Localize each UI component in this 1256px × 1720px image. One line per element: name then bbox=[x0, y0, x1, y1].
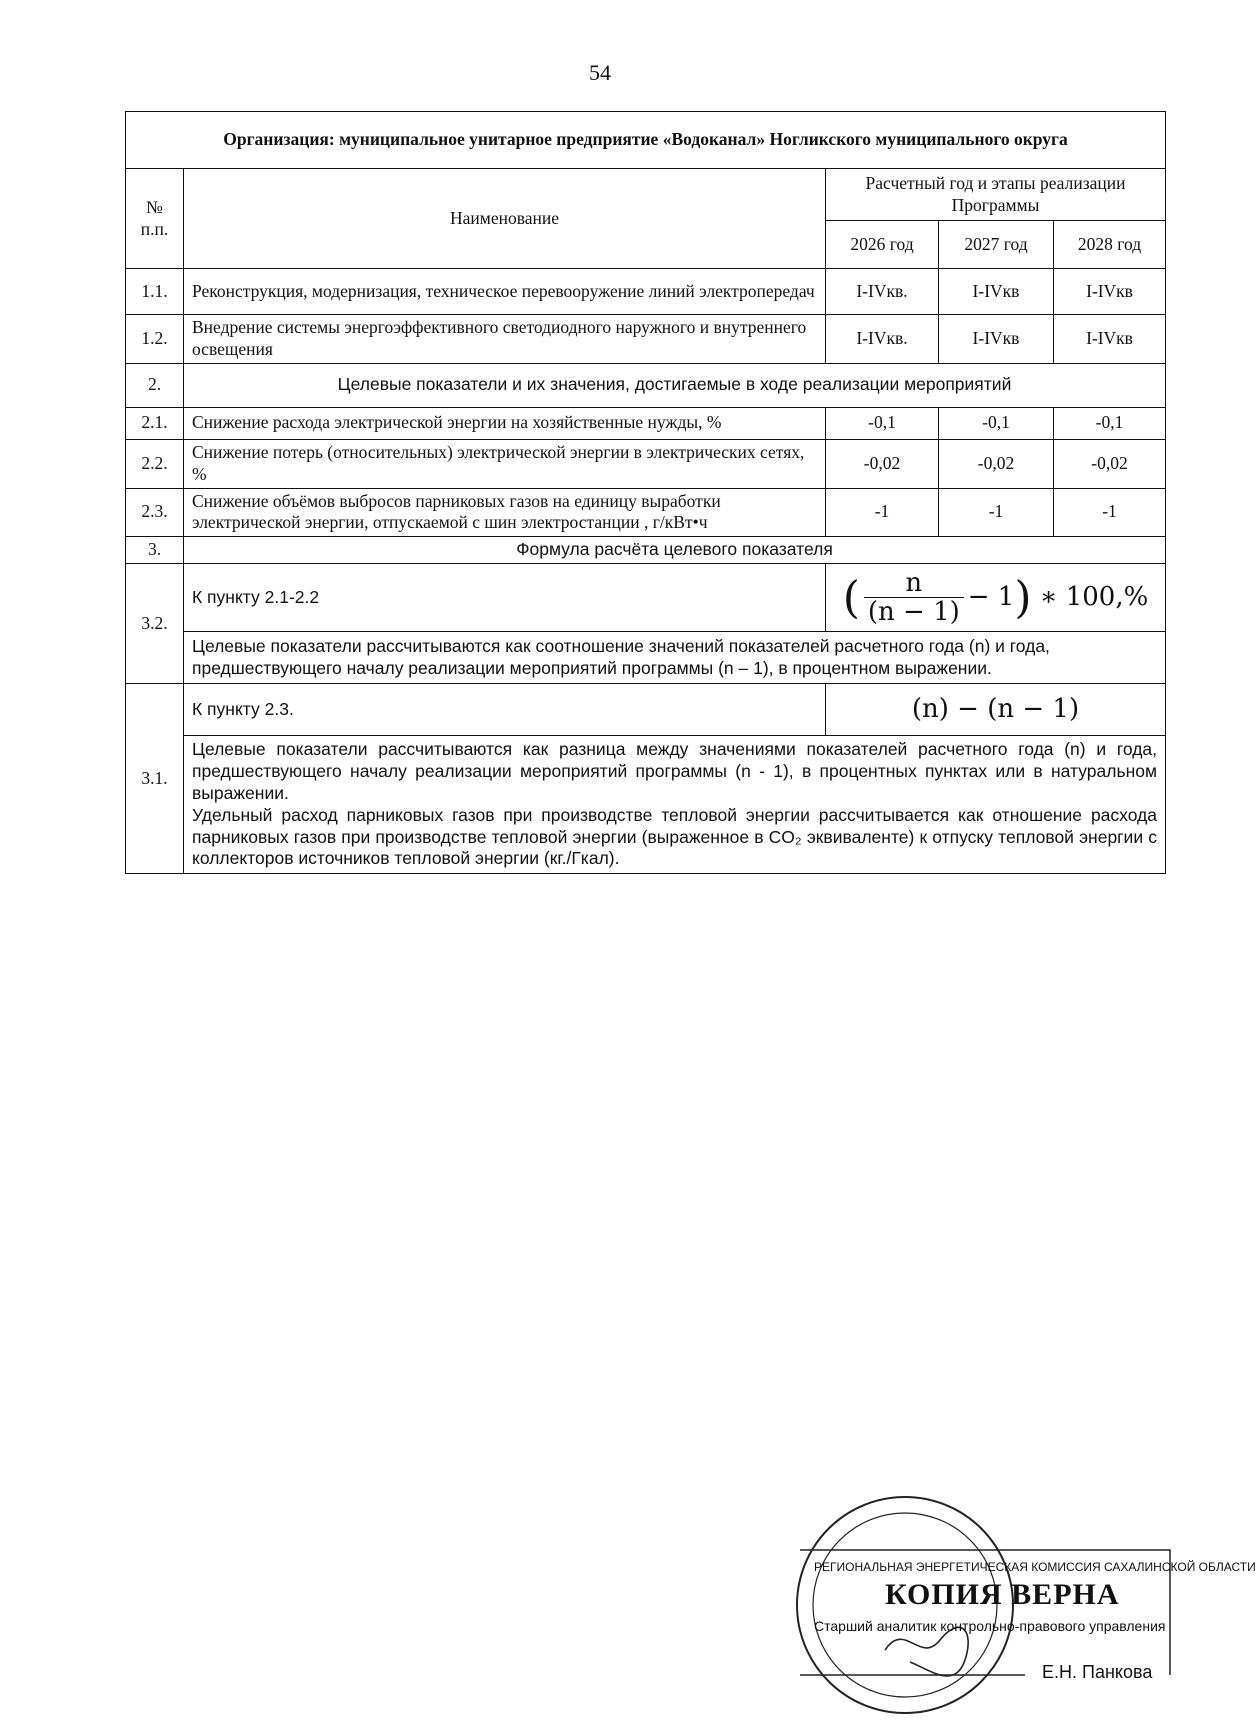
formula-tail: − 1 bbox=[967, 581, 1015, 612]
header-name: Наименование bbox=[184, 169, 826, 269]
row-value-2027: I-IVкв bbox=[939, 315, 1054, 364]
formula-paren-close: ) bbox=[1014, 572, 1032, 624]
header-period: Расчетный год и этапы реализации Программы bbox=[826, 169, 1166, 221]
header-year-2026: 2026 год bbox=[826, 221, 939, 269]
table-row bbox=[126, 488, 1166, 537]
formula-note-row bbox=[126, 736, 1166, 874]
formula-fraction bbox=[864, 569, 964, 627]
row-value-2027: I-IVкв bbox=[939, 269, 1054, 315]
formula-suffix: ∗ 100,% bbox=[1039, 581, 1149, 612]
header-year-2027: 2027 год bbox=[939, 221, 1054, 269]
formula-paren-open: ( bbox=[842, 572, 860, 624]
header-num-label: № bbox=[146, 196, 163, 217]
organization-row bbox=[126, 112, 1166, 169]
row-num: 2.2. bbox=[126, 439, 184, 488]
row-value-2028: -0,1 bbox=[1054, 407, 1166, 439]
row-name: Реконструкция, модернизация, техническое перевооружение линий электропередач bbox=[184, 269, 826, 315]
program-table bbox=[125, 111, 1166, 874]
row-num: 1.2. bbox=[126, 315, 184, 364]
row-value-2027: -0,02 bbox=[939, 439, 1054, 488]
certification-stamp bbox=[790, 1490, 1256, 1720]
table-row bbox=[126, 315, 1166, 364]
formula-a-label: К пункту 2.1-2.2 bbox=[184, 564, 826, 632]
formula-row bbox=[126, 564, 1166, 632]
formula-b-notes bbox=[184, 736, 1166, 874]
formula-row bbox=[126, 684, 1166, 736]
section-row bbox=[126, 537, 1166, 564]
row-num: 1.1. bbox=[126, 269, 184, 315]
table-row bbox=[126, 407, 1166, 439]
section-3-title: Формула расчёта целевого показателя bbox=[184, 537, 1166, 564]
formula-b-num: 3.1. bbox=[126, 684, 184, 874]
formula-b-note2: Удельный расход парниковых газов при производстве тепловой энергии рассчитывается как отношение расхода парниковых газов при производстве тепловой энергии (выраженное в CO₂ эквиваленте) к отпуску тепловой энергии с коллекторов источников тепловой энергии (кг./Гкал). bbox=[192, 804, 1158, 869]
row-name: Снижение расхода электрической энергии на хозяйственные нужды, % bbox=[184, 407, 826, 439]
row-value-2026: -0,02 bbox=[826, 439, 939, 488]
section-2-title: Целевые показатели и их значения, достигаемые в ходе реализации мероприятий bbox=[184, 363, 1166, 407]
header-year-2028: 2028 год bbox=[1054, 221, 1166, 269]
header-num-label2: п.п. bbox=[140, 218, 169, 239]
row-value-2026: -1 bbox=[826, 488, 939, 537]
row-value-2027: -1 bbox=[939, 488, 1054, 537]
table-row bbox=[126, 439, 1166, 488]
stamp-position: Старший аналитик контрольно-правового управления bbox=[814, 1618, 1166, 1634]
row-num: 2.1. bbox=[126, 407, 184, 439]
organization-title: Организация: муниципальное унитарное предприятие «Водоканал» Ногликского муниципального округа bbox=[126, 112, 1166, 169]
formula-a-num: 3.2. bbox=[126, 564, 184, 684]
formula-b: (n) − (n − 1) bbox=[826, 684, 1166, 736]
row-value-2028: I-IVкв bbox=[1054, 315, 1166, 364]
page-number: 54 bbox=[589, 60, 611, 85]
row-name: Снижение потерь (относительных) электрической энергии в электрических сетях, % bbox=[184, 439, 826, 488]
section-3-num: 3. bbox=[126, 537, 184, 564]
row-name: Внедрение системы энергоэффективного светодиодного наружного и внутреннего освещения bbox=[184, 315, 826, 364]
formula-note-row bbox=[126, 632, 1166, 684]
stamp-org: РЕГИОНАЛЬНАЯ ЭНЕРГЕТИЧЕСКАЯ КОМИССИЯ САХАЛИНСКОЙ ОБЛАСТИ bbox=[814, 1560, 1256, 1574]
row-value-2028: -0,02 bbox=[1054, 439, 1166, 488]
formula-b-note1: Целевые показатели рассчитываются как разница между значениями показателей расчетного года (n) и года, предшествующего началу реализации мероприятий программы (n - 1), в процентных пунктах или в натуральном выражении. bbox=[192, 739, 1158, 803]
formula-numerator: n bbox=[864, 569, 964, 599]
row-value-2026: -0,1 bbox=[826, 407, 939, 439]
section-row bbox=[126, 363, 1166, 407]
row-value-2028: -1 bbox=[1054, 488, 1166, 537]
row-value-2028: I-IVкв bbox=[1054, 269, 1166, 315]
row-value-2027: -0,1 bbox=[939, 407, 1054, 439]
formula-a bbox=[826, 564, 1166, 632]
formula-denominator: (n − 1) bbox=[867, 597, 960, 628]
row-value-2026: I-IVкв. bbox=[826, 315, 939, 364]
row-value-2026: I-IVкв. bbox=[826, 269, 939, 315]
table-row bbox=[126, 269, 1166, 315]
header-num bbox=[126, 169, 184, 269]
section-2-num: 2. bbox=[126, 363, 184, 407]
stamp-title: КОПИЯ ВЕРНА bbox=[885, 1578, 1120, 1611]
row-num: 2.3. bbox=[126, 488, 184, 537]
header-row bbox=[126, 169, 1166, 221]
row-name: Снижение объёмов выбросов парниковых газов на единицу выработки электрической энергии, отпускаемой с шин электростанции , г/кВт•ч bbox=[184, 488, 826, 537]
stamp-name: Е.Н. Панкова bbox=[1042, 1662, 1153, 1682]
formula-b-label: К пункту 2.3. bbox=[184, 684, 826, 736]
formula-a-note: Целевые показатели рассчитываются как соотношение значений показателей расчетного года (n) и года, предшествующего началу реализации мероприятий программы (n – 1), в процентном выражении. bbox=[184, 632, 1166, 684]
